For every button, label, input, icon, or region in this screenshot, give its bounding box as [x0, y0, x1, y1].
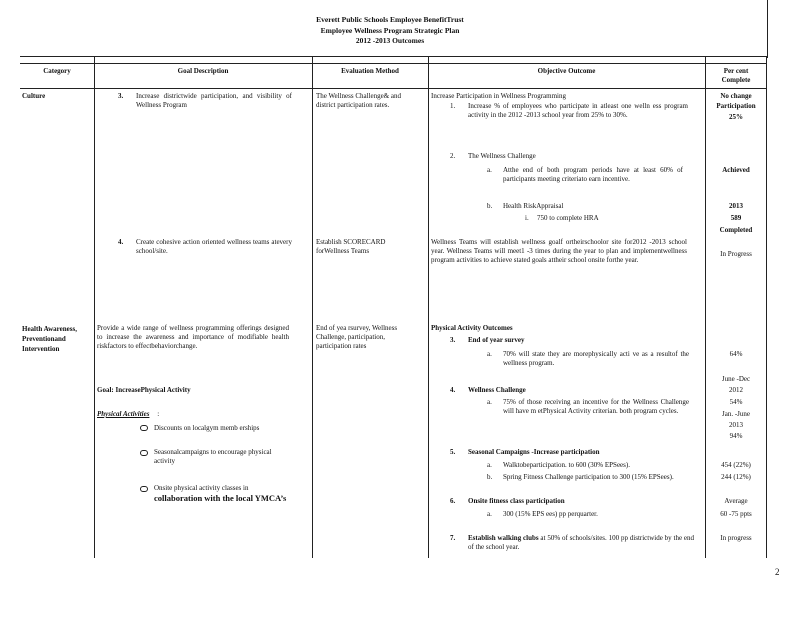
health-objective-title: Physical Activity Outcomes — [431, 324, 513, 332]
health-pct-average: Average — [724, 497, 748, 505]
health-goal-label: Goal: IncreasePhysical Activity — [97, 386, 191, 394]
percent-in-progress: In Progress — [720, 250, 752, 258]
objective-3-title: End of year survey — [468, 336, 525, 344]
health-pct-64: 64% — [729, 350, 743, 358]
category-health: Health Awareness, Preventionand Intervention — [22, 325, 77, 354]
objective-2-number: 2. — [450, 152, 456, 160]
objective-4-number: 4. — [450, 386, 456, 394]
col-divider-3 — [428, 56, 429, 558]
percent-2013: 2013 — [729, 202, 743, 210]
health-eval-text: End of yea rsurvey, Wellness Challenge, participation, participation rates — [316, 324, 398, 351]
header-line-3: 2012 -2013 Outcomes — [355, 36, 425, 45]
col-divider-4 — [705, 56, 706, 558]
bullet-icon — [140, 486, 148, 492]
goal-3-text: Increase districtwide participation, and visibility of Wellness Program — [136, 92, 292, 110]
objective-4a-text: 75% of those receiving an incentive for the Wellness Challenge will have m etPhysical Activity criterian. both program cycles. — [503, 398, 689, 416]
percent-completed: Completed — [719, 226, 753, 234]
objective-4a-number: a. — [487, 398, 492, 406]
document-header — [230, 15, 550, 47]
goal-4-number: 4. — [118, 238, 124, 246]
health-pct-in-progress: In progress — [720, 534, 752, 542]
col-header-percent-line1: Per cent — [723, 67, 749, 75]
objective-6-number: 6. — [450, 497, 456, 505]
goal-3-number: 3. — [118, 92, 124, 100]
physical-activities-heading — [97, 410, 159, 419]
bullet-item-2 — [140, 448, 290, 466]
bullet-3-text-line1: Onsite physical activity classes in — [154, 484, 249, 492]
objective-6a-number: a. — [487, 510, 492, 518]
bullet-2-text: Seasonalcampaigns to encourage physical activity — [154, 448, 272, 466]
objective-4-title: Wellness Challenge — [468, 386, 526, 394]
health-goal-text: Provide a wide range of wellness programming offerings designed to increase the awareness and importance of modifiable health riskfactors to effectbehaviorchange. — [97, 324, 289, 351]
objective-6-title: Onsite fitness class participation — [468, 497, 565, 505]
objective-6a-text: 300 (15% EPS ees) pp perquarter. — [503, 510, 598, 518]
objective-3a-number: a. — [487, 350, 492, 358]
table-header-bottom-border — [20, 88, 767, 89]
objective-3a-text: 70% will state they are morephysically acti ve as a resultof the wellness program. — [503, 350, 689, 368]
goal-4-text: Create cohesive action oriented wellness teams atevery school/site. — [136, 238, 292, 256]
objective-7-title: Establish walking clubs — [468, 534, 539, 542]
objective-5a-number: a. — [487, 461, 492, 469]
health-pct-454: 454 (22%) — [721, 461, 751, 469]
objective-2a-text: Atthe end of both program periods have at least 60% of participants meeting criteriato earn incentive. — [503, 166, 683, 184]
percent-589: 589 — [730, 214, 742, 222]
percent-25: 25% — [729, 113, 743, 121]
objective-1-text: Increase % of employees who participate in atleast one welln ess program activity in the 2012 -2013 school year from 25% to 30%. — [468, 102, 688, 120]
eval-4-text: Establish SCORECARD forWellness Teams — [316, 238, 386, 256]
objective-intro: Increase Participation in Wellness Programming — [431, 92, 566, 100]
page-number: 2 — [775, 567, 780, 577]
health-pct-244: 244 (12%) — [721, 473, 751, 481]
objective-5-title: Seasonal Campaigns -Increase participation — [468, 448, 600, 456]
header-line-2: Employee Wellness Program Strategic Plan — [320, 25, 460, 35]
objective-2a-number: a. — [487, 166, 492, 174]
physical-activities-colon: : — [157, 410, 160, 418]
objective-5b-text: Spring Fitness Challenge participation to 300 (15% EPSees). — [503, 473, 674, 481]
bullet-1-text: Discounts on localgym memb erships — [154, 424, 260, 432]
col-header-percent — [707, 67, 765, 85]
health-pct-jan-june: Jan. -June — [722, 410, 750, 418]
health-pct-54: 54% — [729, 398, 743, 406]
objective-4-text: Wellness Teams will establish wellness goalf ortheirschoolor site for2012 -2013 school year. Wellness Teams will meet1 -3 times during the year to plan and implementwellness program activities to achieve stated goals attheir school onsite forthe year. — [431, 238, 687, 265]
objective-3-number: 3. — [450, 336, 456, 344]
physical-activities-label: Physical Activities — [97, 410, 150, 418]
category-culture: Culture — [22, 92, 46, 100]
objective-2b-text: Health RiskAppraisal — [503, 202, 564, 210]
objective-2bi-number: i. — [525, 214, 529, 222]
percent-participation: Participation — [716, 102, 756, 110]
bullet-item-1 — [140, 424, 300, 433]
objective-5a-text: Walktobeparticipation. to 600 (30% EPSees). — [503, 461, 630, 469]
bullet-icon — [140, 425, 148, 431]
objective-7-text — [468, 534, 694, 552]
col-divider-2 — [312, 56, 313, 558]
percent-achieved: Achieved — [722, 166, 750, 174]
header-line-1: Everett Public Schools Employee BenefitTrust — [316, 15, 464, 24]
col-divider-5 — [766, 56, 767, 558]
col-header-goal: Goal Description — [177, 67, 229, 75]
objective-5b-number: b. — [487, 473, 493, 481]
table-right-stub — [767, 0, 768, 58]
health-pct-june-dec: June -Dec — [721, 375, 751, 383]
objective-2b-number: b. — [487, 202, 493, 210]
col-header-category: Category — [43, 67, 71, 75]
objective-2bi-text: 750 to complete HRA — [537, 214, 599, 222]
objective-7-number: 7. — [450, 534, 456, 542]
objective-2-text: The Wellness Challenge — [468, 152, 536, 160]
health-pct-2012: 2012 — [729, 386, 743, 394]
health-pct-2013: 2013 — [729, 421, 743, 429]
objective-7-body: at 50% of schools/sites. 100 pp districtwide by the end of the school year. — [468, 534, 695, 552]
health-pct-94: 94% — [729, 432, 743, 440]
col-header-percent-line2: Complete — [721, 76, 751, 85]
bullet-item-3 — [140, 484, 308, 504]
table-top-border — [20, 56, 767, 57]
col-divider-1 — [94, 56, 95, 558]
objective-5-number: 5. — [450, 448, 456, 456]
col-header-evaluation: Evaluation Method — [341, 67, 399, 75]
health-pct-60-75: 60 -75 ppts — [720, 510, 752, 518]
eval-3-text: The Wellness Challenge& and district participation rates. — [316, 92, 402, 110]
percent-no-change: No change — [720, 92, 752, 100]
table-header-top-border — [20, 63, 767, 64]
objective-1-number: 1. — [450, 102, 456, 110]
bullet-icon — [140, 450, 148, 456]
col-header-objective: Objective Outcome — [537, 67, 596, 75]
bullet-3-text-line2: collaboration with the local YMCA’s — [154, 493, 287, 504]
